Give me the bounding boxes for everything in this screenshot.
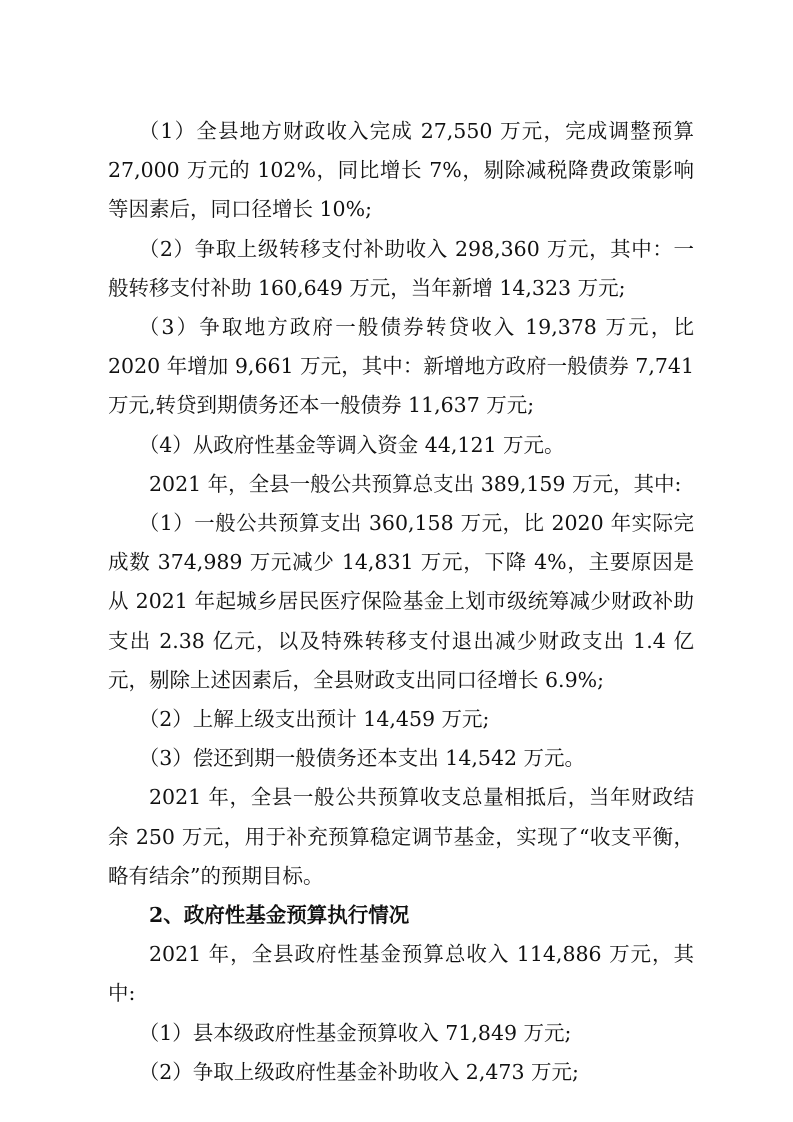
paragraph-revenue-local: （1）全县地方财政收入完成 27,550 万元，完成调整预算 27,000 万元的 102%，同比增长 7%，剔除减税降费政策影响等因素后，同口径增长 10%;	[108, 119, 694, 222]
paragraph-expenditure-total: 2021 年，全县一般公共预算总支出 389,159 万元，其中:	[149, 471, 682, 496]
paragraph-revenue-funds: （4）从政府性基金等调入资金 44,121 万元。	[138, 432, 565, 457]
paragraph-fund-total: 2021 年，全县政府性基金预算总收入 114,886 万元，其中:	[108, 942, 694, 1006]
paragraph-revenue-transfer: （2）争取上级转移支付补助收入 298,360 万元，其中：一般转移支付补助 160,649 万元，当年新增 14,323 万元;	[108, 236, 694, 300]
section-heading: 2、政府性基金预算执行情况	[149, 903, 410, 928]
paragraph-expenditure-debt: （3）偿还到期一般债务还本支出 14,542 万元。	[138, 746, 586, 771]
document-body	[108, 112, 694, 1092]
paragraph-expenditure-general: （1）一般公共预算支出 360,158 万元，比 2020 年实际完成数 374,989 万元减少 14,831 万元，下降 4%，主要原因是从 2021 年起城乡居民医疗保险基金上划市级统筹减少财政补助支出 2.38 亿元，以及特殊转移支付退出减少财政支出 1.4 亿元，剔除上述因素后，全县财政支出同口径增长 6.9%;	[108, 511, 694, 692]
paragraph-balance: 2021 年，全县一般公共预算收支总量相抵后，当年财政结余 250 万元，用于补充预算稳定调节基金，实现了“收支平衡，略有结余”的预期目标。	[108, 785, 694, 888]
paragraph-expenditure-remit: （2）上解上级支出预计 14,459 万元;	[138, 707, 490, 732]
paragraph-fund-subsidy: （2）争取上级政府性基金补助收入 2,473 万元;	[138, 1059, 579, 1084]
paragraph-revenue-bonds: （3）争取地方政府一般债券转贷收入 19,378 万元，比 2020 年增加 9,661 万元，其中：新增地方政府一般债券 7,741 万元,转贷到期债务还本一般债券 11,637 万元;	[108, 315, 694, 418]
paragraph-fund-county: （1）县本级政府性基金预算收入 71,849 万元;	[138, 1020, 572, 1045]
